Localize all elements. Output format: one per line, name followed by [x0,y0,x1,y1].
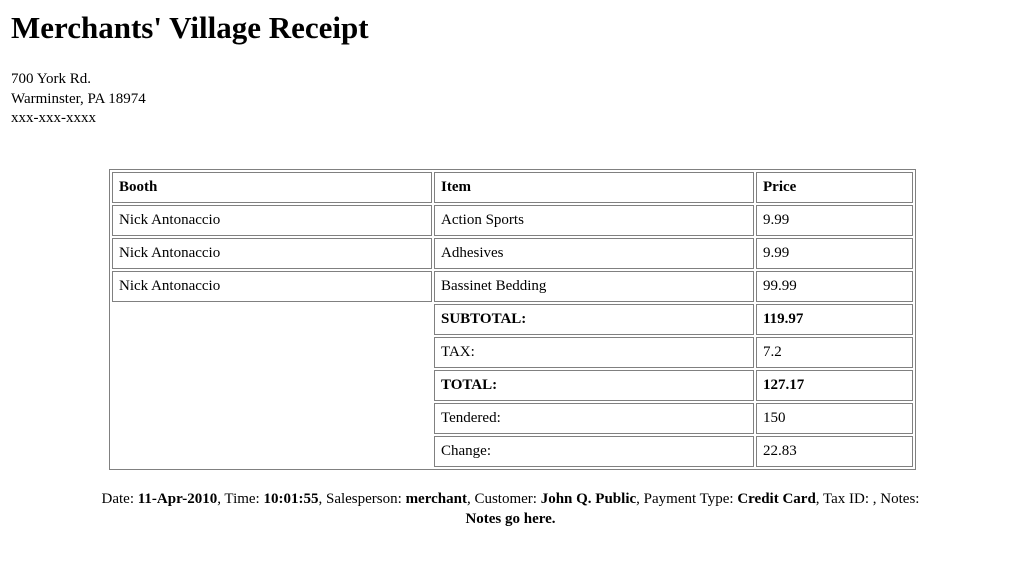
time-label: , Time: [217,491,264,507]
item-cell: Bassinet Bedding [434,271,754,302]
table-row [112,238,913,269]
customer-value: John Q. Public [540,491,637,507]
receipt-table [109,169,916,470]
column-header-price: Price [756,172,913,203]
price-cell: 99.99 [756,271,913,302]
customer-label: , Customer: [466,491,541,507]
page-title: Merchants' Village Receipt [11,10,369,45]
tax-label: TAX: [434,337,754,368]
empty-cell [112,304,432,467]
change-value: 22.83 [756,436,913,467]
change-label: Change: [434,436,754,467]
store-address [11,70,146,129]
address-line1: 700 York Rd. [11,71,92,87]
item-cell: Action Sports [434,205,754,236]
salesperson-value: merchant [405,491,467,507]
booth-cell: Nick Antonaccio [112,271,432,302]
tendered-value: 150 [756,403,913,434]
phone-number: xxx-xxx-xxxx [11,110,96,126]
date-label: Date: [101,491,138,507]
salesperson-label: , Salesperson: [318,491,406,507]
address-line2: Warminster, PA 18974 [11,90,146,107]
booth-cell: Nick Antonaccio [112,238,432,269]
notes-value: Notes go here. [465,511,556,527]
payment-type-value: Credit Card [737,491,816,507]
tax-value: 7.2 [756,337,913,368]
tax-id-notes-label: , Tax ID: , Notes: [815,491,920,507]
booth-cell: Nick Antonaccio [112,205,432,236]
total-label: TOTAL: [434,370,754,401]
time-value: 10:01:55 [263,491,319,507]
footer-details [0,489,1021,509]
date-value: 11-Apr-2010 [137,491,218,507]
footer-notes [0,509,1021,529]
column-header-booth: Booth [112,172,432,203]
item-cell: Adhesives [434,238,754,269]
subtotal-value: 119.97 [756,304,913,335]
receipt-footer [0,489,1021,529]
subtotal-row [112,304,913,335]
subtotal-label: SUBTOTAL: [434,304,754,335]
total-value: 127.17 [756,370,913,401]
table-row [112,271,913,302]
table-row [112,205,913,236]
table-header-row [112,172,913,203]
tendered-label: Tendered: [434,403,754,434]
price-cell: 9.99 [756,238,913,269]
column-header-item: Item [434,172,754,203]
price-cell: 9.99 [756,205,913,236]
payment-type-label: , Payment Type: [636,491,738,507]
